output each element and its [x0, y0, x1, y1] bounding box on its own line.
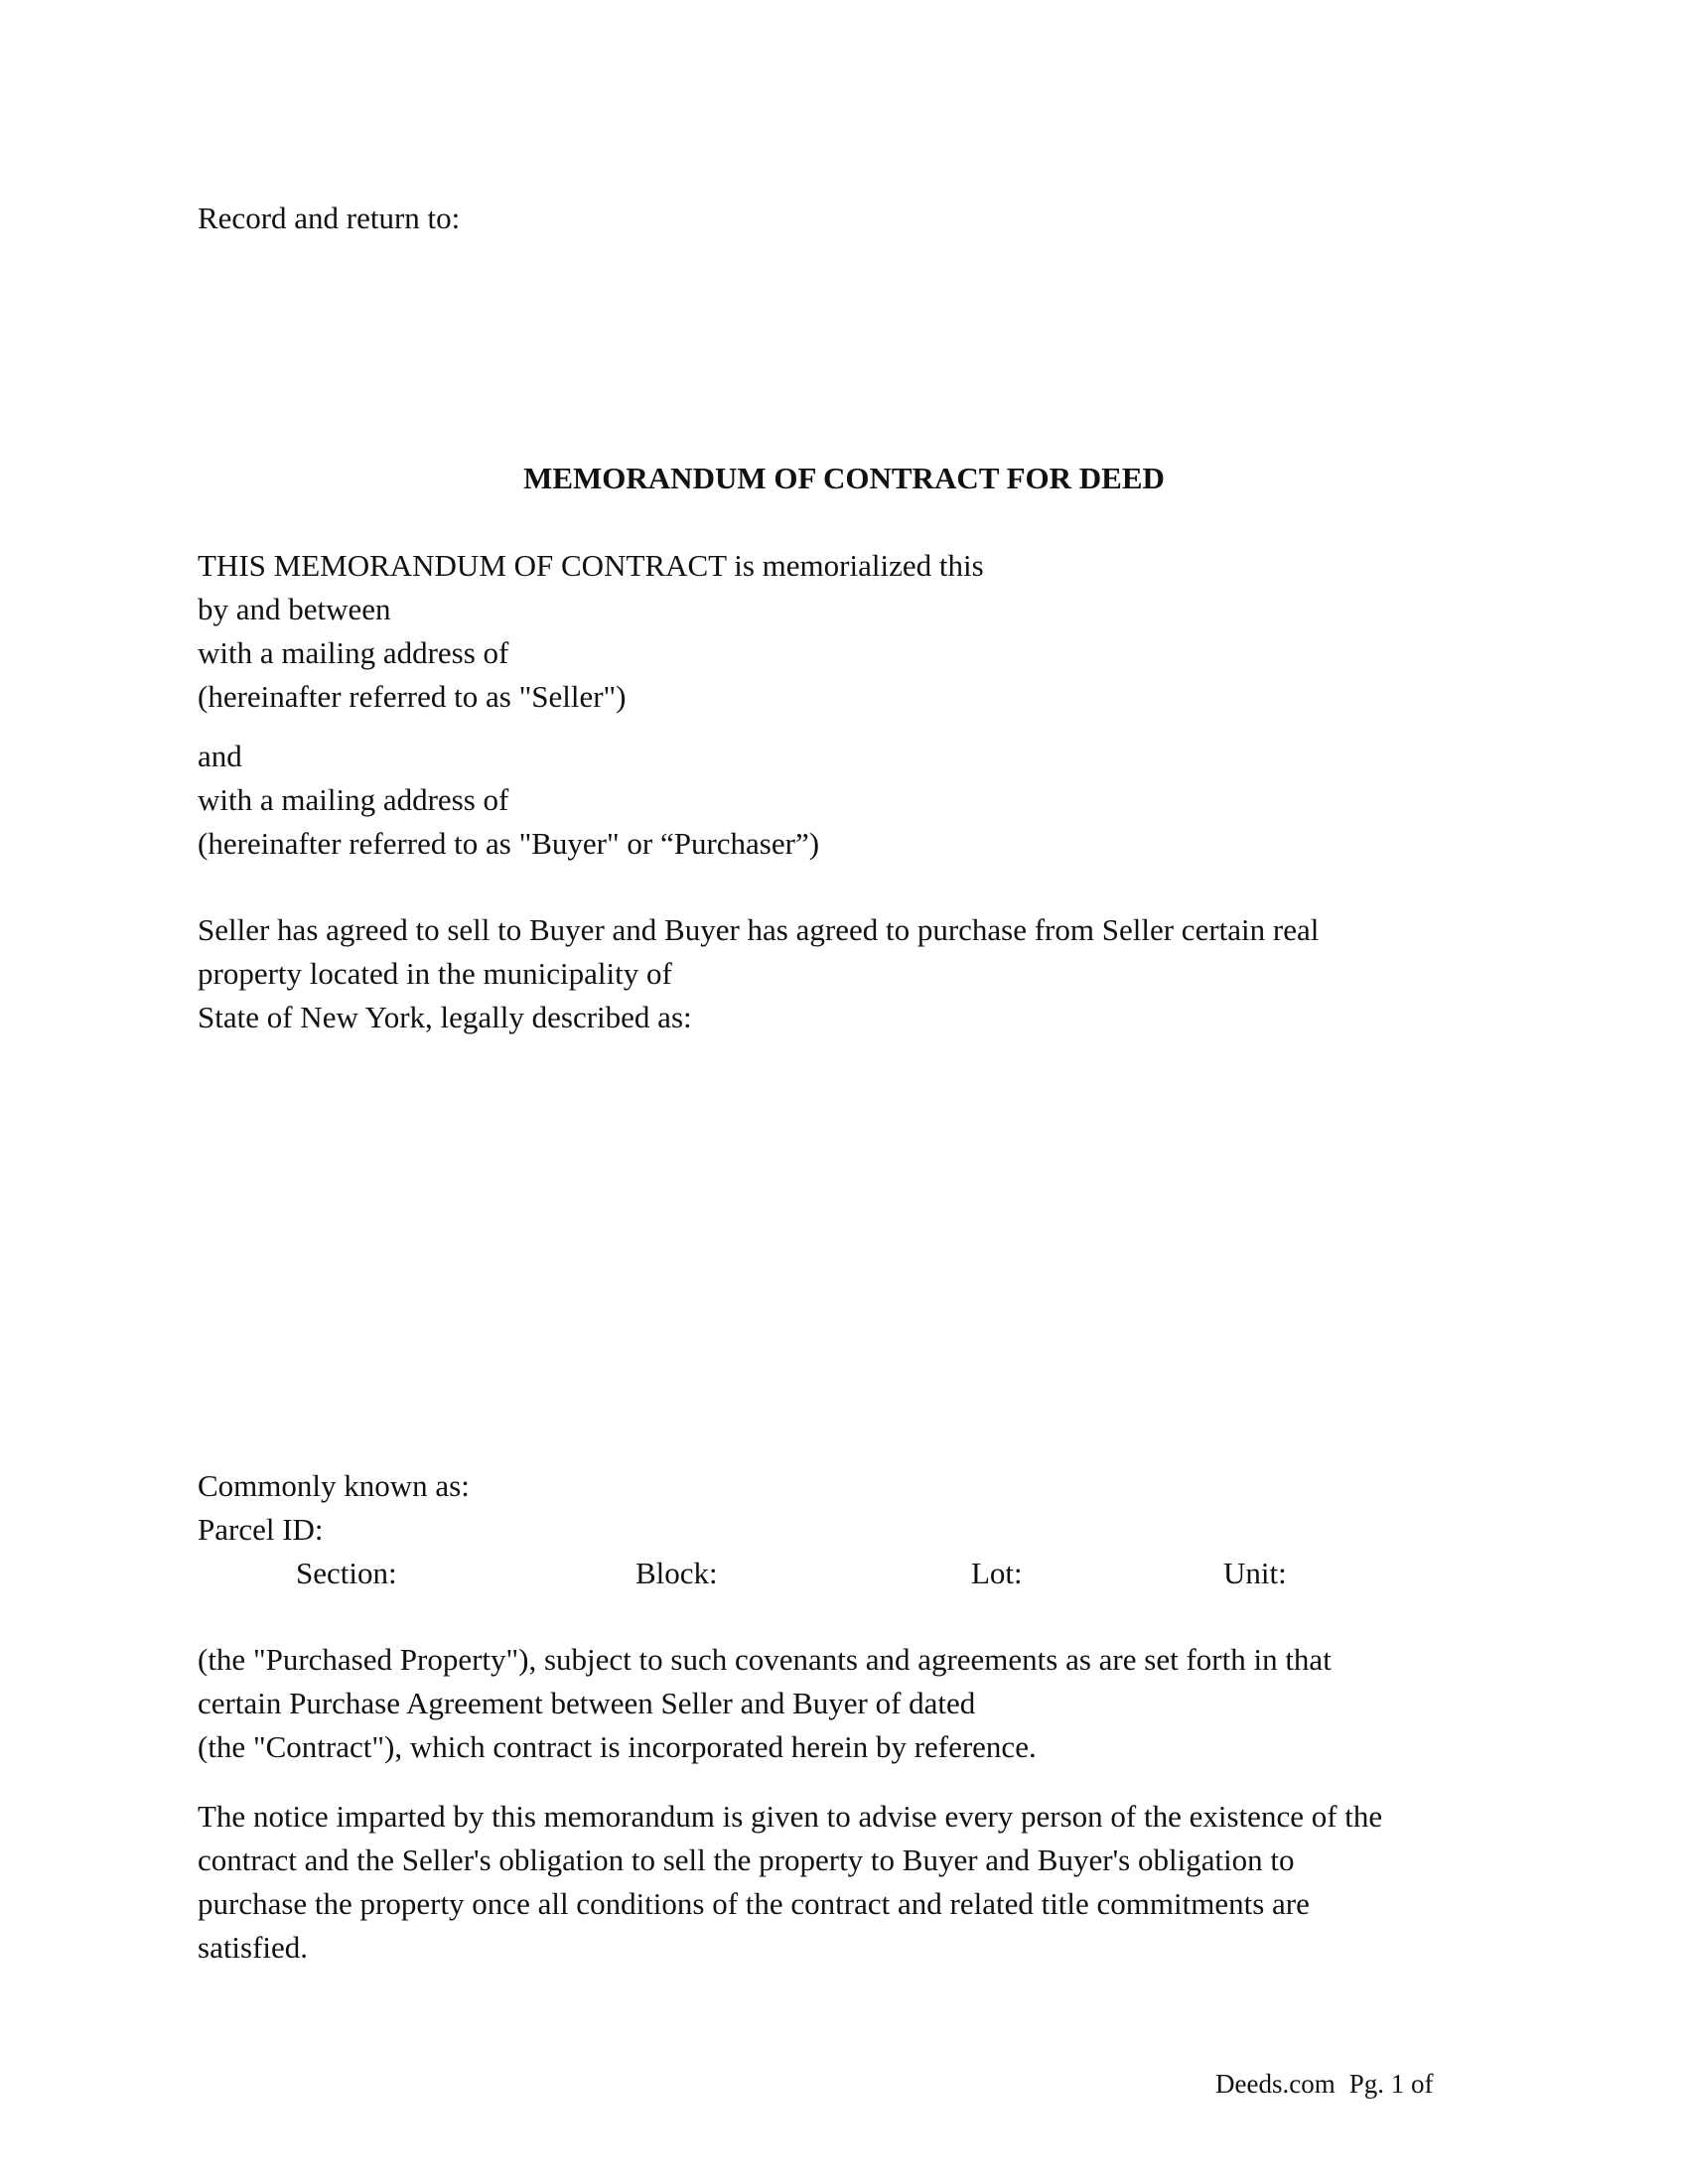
- document-title: MEMORANDUM OF CONTRACT FOR DEED: [523, 461, 1165, 495]
- buyer-line-1: and: [198, 739, 242, 773]
- notice-line-4: satisfied.: [198, 1930, 309, 1965]
- intro-line-3: with a mailing address of: [198, 635, 509, 670]
- purchased-property-line-3: (the "Contract"), which contract is incorporated herein by reference.: [198, 1729, 1037, 1764]
- lot-label: Lot:: [971, 1556, 1023, 1590]
- property-line-1: Seller has agreed to sell to Buyer and Buyer has agreed to purchase from Seller certain real: [198, 912, 1320, 947]
- intro-line-1: THIS MEMORANDUM OF CONTRACT is memorialized this: [198, 548, 984, 583]
- purchased-property-line-2: certain Purchase Agreement between Seller and Buyer of dated: [198, 1686, 976, 1720]
- buyer-line-3: (hereinafter referred to as "Buyer" or “Purchaser”): [198, 826, 820, 861]
- property-line-3: State of New York, legally described as:: [198, 1000, 692, 1034]
- intro-line-4: (hereinafter referred to as "Seller"): [198, 679, 627, 714]
- footer-page-number: Pg. 1 of: [1348, 2069, 1434, 2099]
- parcel-id-label: Parcel ID:: [198, 1512, 324, 1547]
- record-return-label: Record and return to:: [198, 201, 461, 235]
- property-line-2: property located in the municipality of: [198, 956, 672, 991]
- purchased-property-line-1: (the "Purchased Property"), subject to such covenants and agreements as are set forth in that: [198, 1642, 1332, 1677]
- buyer-line-2: with a mailing address of: [198, 782, 509, 817]
- block-label: Block:: [635, 1556, 718, 1590]
- notice-line-1: The notice imparted by this memorandum is given to advise every person of the existence of the: [198, 1799, 1383, 1834]
- unit-label: Unit:: [1223, 1556, 1287, 1590]
- footer-site: Deeds.com: [1215, 2069, 1336, 2099]
- commonly-known-label: Commonly known as:: [198, 1468, 470, 1503]
- intro-line-2: by and between: [198, 592, 391, 626]
- section-label: Section:: [296, 1556, 397, 1590]
- notice-line-2: contract and the Seller's obligation to sell the property to Buyer and Buyer's obligation to: [198, 1843, 1295, 1877]
- notice-line-3: purchase the property once all conditions of the contract and related title commitments are: [198, 1886, 1310, 1921]
- page-footer: [1215, 2066, 1433, 2102]
